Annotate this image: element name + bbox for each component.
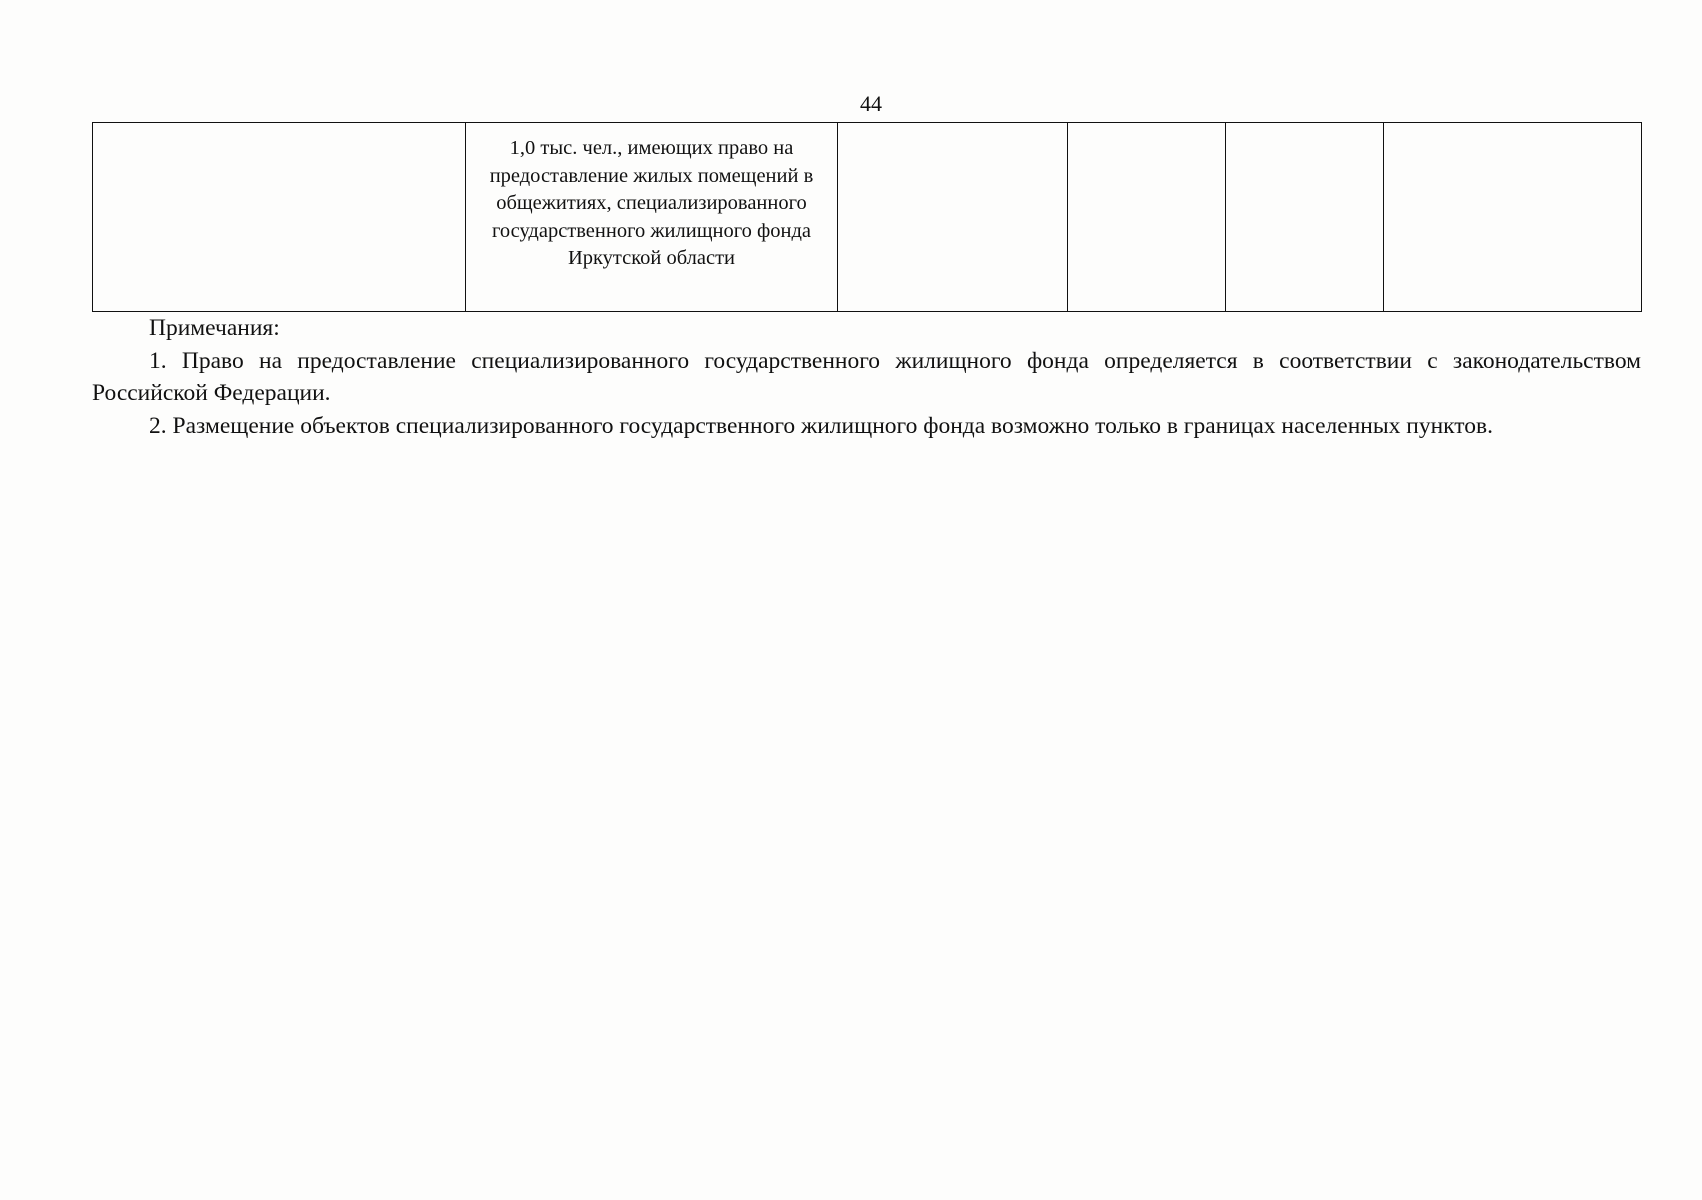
table-cell (1068, 123, 1226, 312)
table-cell (838, 123, 1068, 312)
table-cell (466, 123, 838, 312)
data-table (92, 122, 1642, 312)
cell-text (1384, 123, 1641, 135)
table-row (93, 123, 1642, 312)
notes-section (92, 312, 1641, 442)
page-number: 44 (860, 91, 882, 116)
table-cell (93, 123, 466, 312)
note-item: 1. Право на предоставление специализированного государственного жилищного фонда определяется в соответствии с законодательством Российской Федерации. (92, 347, 1641, 406)
table-cell (1384, 123, 1642, 312)
cell-text (93, 123, 465, 135)
table-cell (1226, 123, 1384, 312)
notes-heading: Примечания: (149, 315, 280, 341)
cell-text (1068, 123, 1225, 135)
note-item: 2. Размещение объектов специализированного государственного жилищного фонда возможно только в границах населенных пунктов. (149, 412, 1493, 439)
cell-text (1226, 123, 1383, 135)
cell-text (838, 123, 1067, 135)
cell-text: 1,0 тыс. чел., имеющих право на предоставление жилых помещений в общежитиях, специализированного государственного жилищного фонда Иркутской области (489, 137, 814, 269)
